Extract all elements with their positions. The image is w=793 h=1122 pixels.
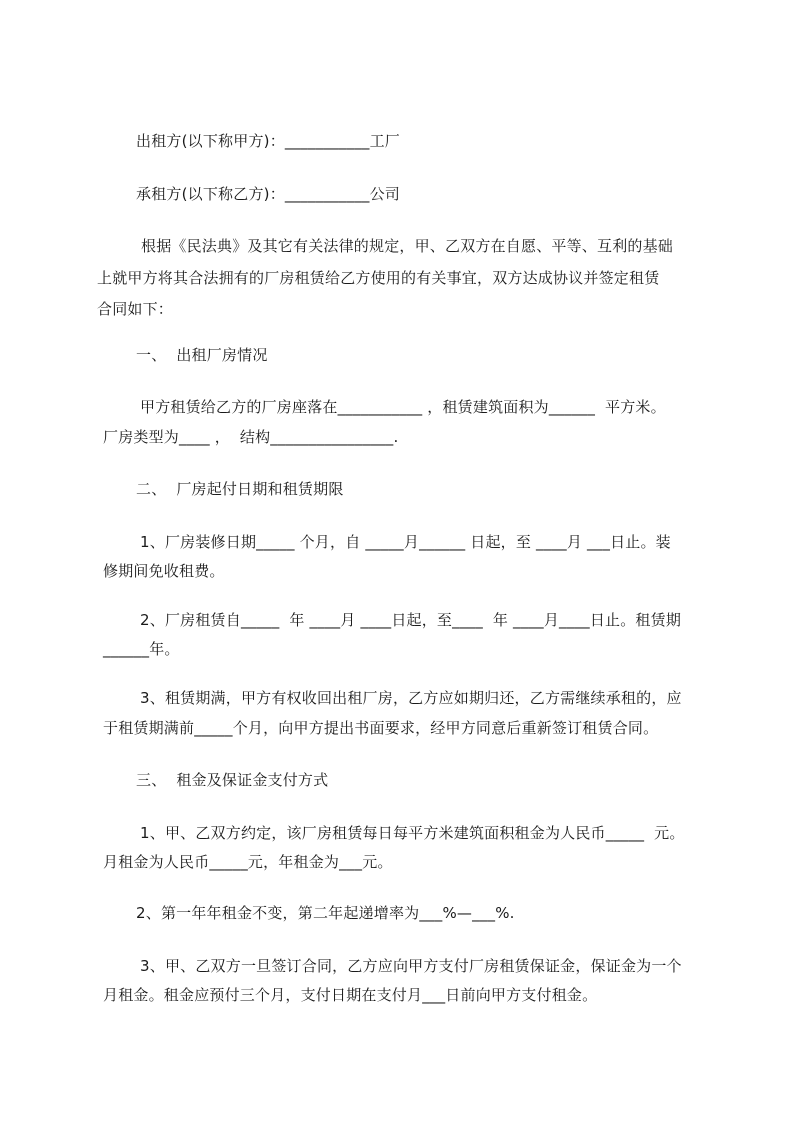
section-2-item-1-line-2: 修期间免收租费。 (103, 562, 225, 580)
section-1-line-1: 甲方租赁给乙方的厂房座落在___________ ，租赁建筑面积为______ 平方米。 (140, 398, 666, 416)
section-2-heading: 二、 厂房起付日期和租赁期限 (136, 480, 344, 498)
section-2-item-3-line-2: 于租赁期满前_____个月，向甲方提出书面要求，经甲方同意后重新签订租赁合同。 (103, 719, 659, 737)
section-3-item-1-line-1: 1、甲、乙双方约定，该厂房租赁每日每平方米建筑面积租金为人民币_____ 元。 (140, 824, 685, 842)
section-2-item-1-line-1: 1、厂房装修日期_____ 个月，自 _____月______ 日起，至 ____月 ___日止。装 (140, 533, 671, 551)
section-1-line-2: 厂房类型为____ ， 结构________________. (103, 428, 399, 446)
section-3-item-3-line-2: 月租金。租金应预付三个月，支付日期在支付月___日前向甲方支付租金。 (103, 986, 598, 1004)
section-2-item-3-line-1: 3、租赁期满，甲方有权收回出租厂房，乙方应如期归还，乙方需继续承租的，应 (140, 689, 682, 707)
intro-line-2: 上就甲方将其合法拥有的厂房租赁给乙方使用的有关事宜，双方达成协议并签定租赁 (97, 269, 660, 287)
section-3-item-2-line-1: 2、第一年年租金不变，第二年起递增率为___%—___%. (136, 904, 515, 922)
section-3-item-3-line-1: 3、甲、乙双方一旦签订合同，乙方应向甲方支付厂房租赁保证金，保证金为一个 (140, 957, 682, 975)
party-b-line: 承租方(以下称乙方)：___________公司 (136, 185, 401, 203)
intro-line-1: 根据《民法典》及其它有关法律的规定，甲、乙双方在自愿、平等、互利的基础 (141, 237, 674, 255)
section-2-item-2-line-2: ______年。 (103, 640, 180, 658)
party-a-line: 出租方(以下称甲方)：___________工厂 (136, 132, 401, 150)
section-3-heading: 三、 租金及保证金支付方式 (136, 771, 329, 789)
section-1-heading: 一、 出租厂房情况 (136, 346, 268, 364)
section-2-item-2-line-1: 2、厂房租赁自_____ 年 ____月 ____日起，至____ 年 ____月____日止。租赁期 (140, 611, 682, 629)
section-3-item-1-line-2: 月租金为人民币_____元，年租金为___元。 (103, 853, 393, 871)
intro-line-3: 合同如下： (97, 300, 174, 318)
